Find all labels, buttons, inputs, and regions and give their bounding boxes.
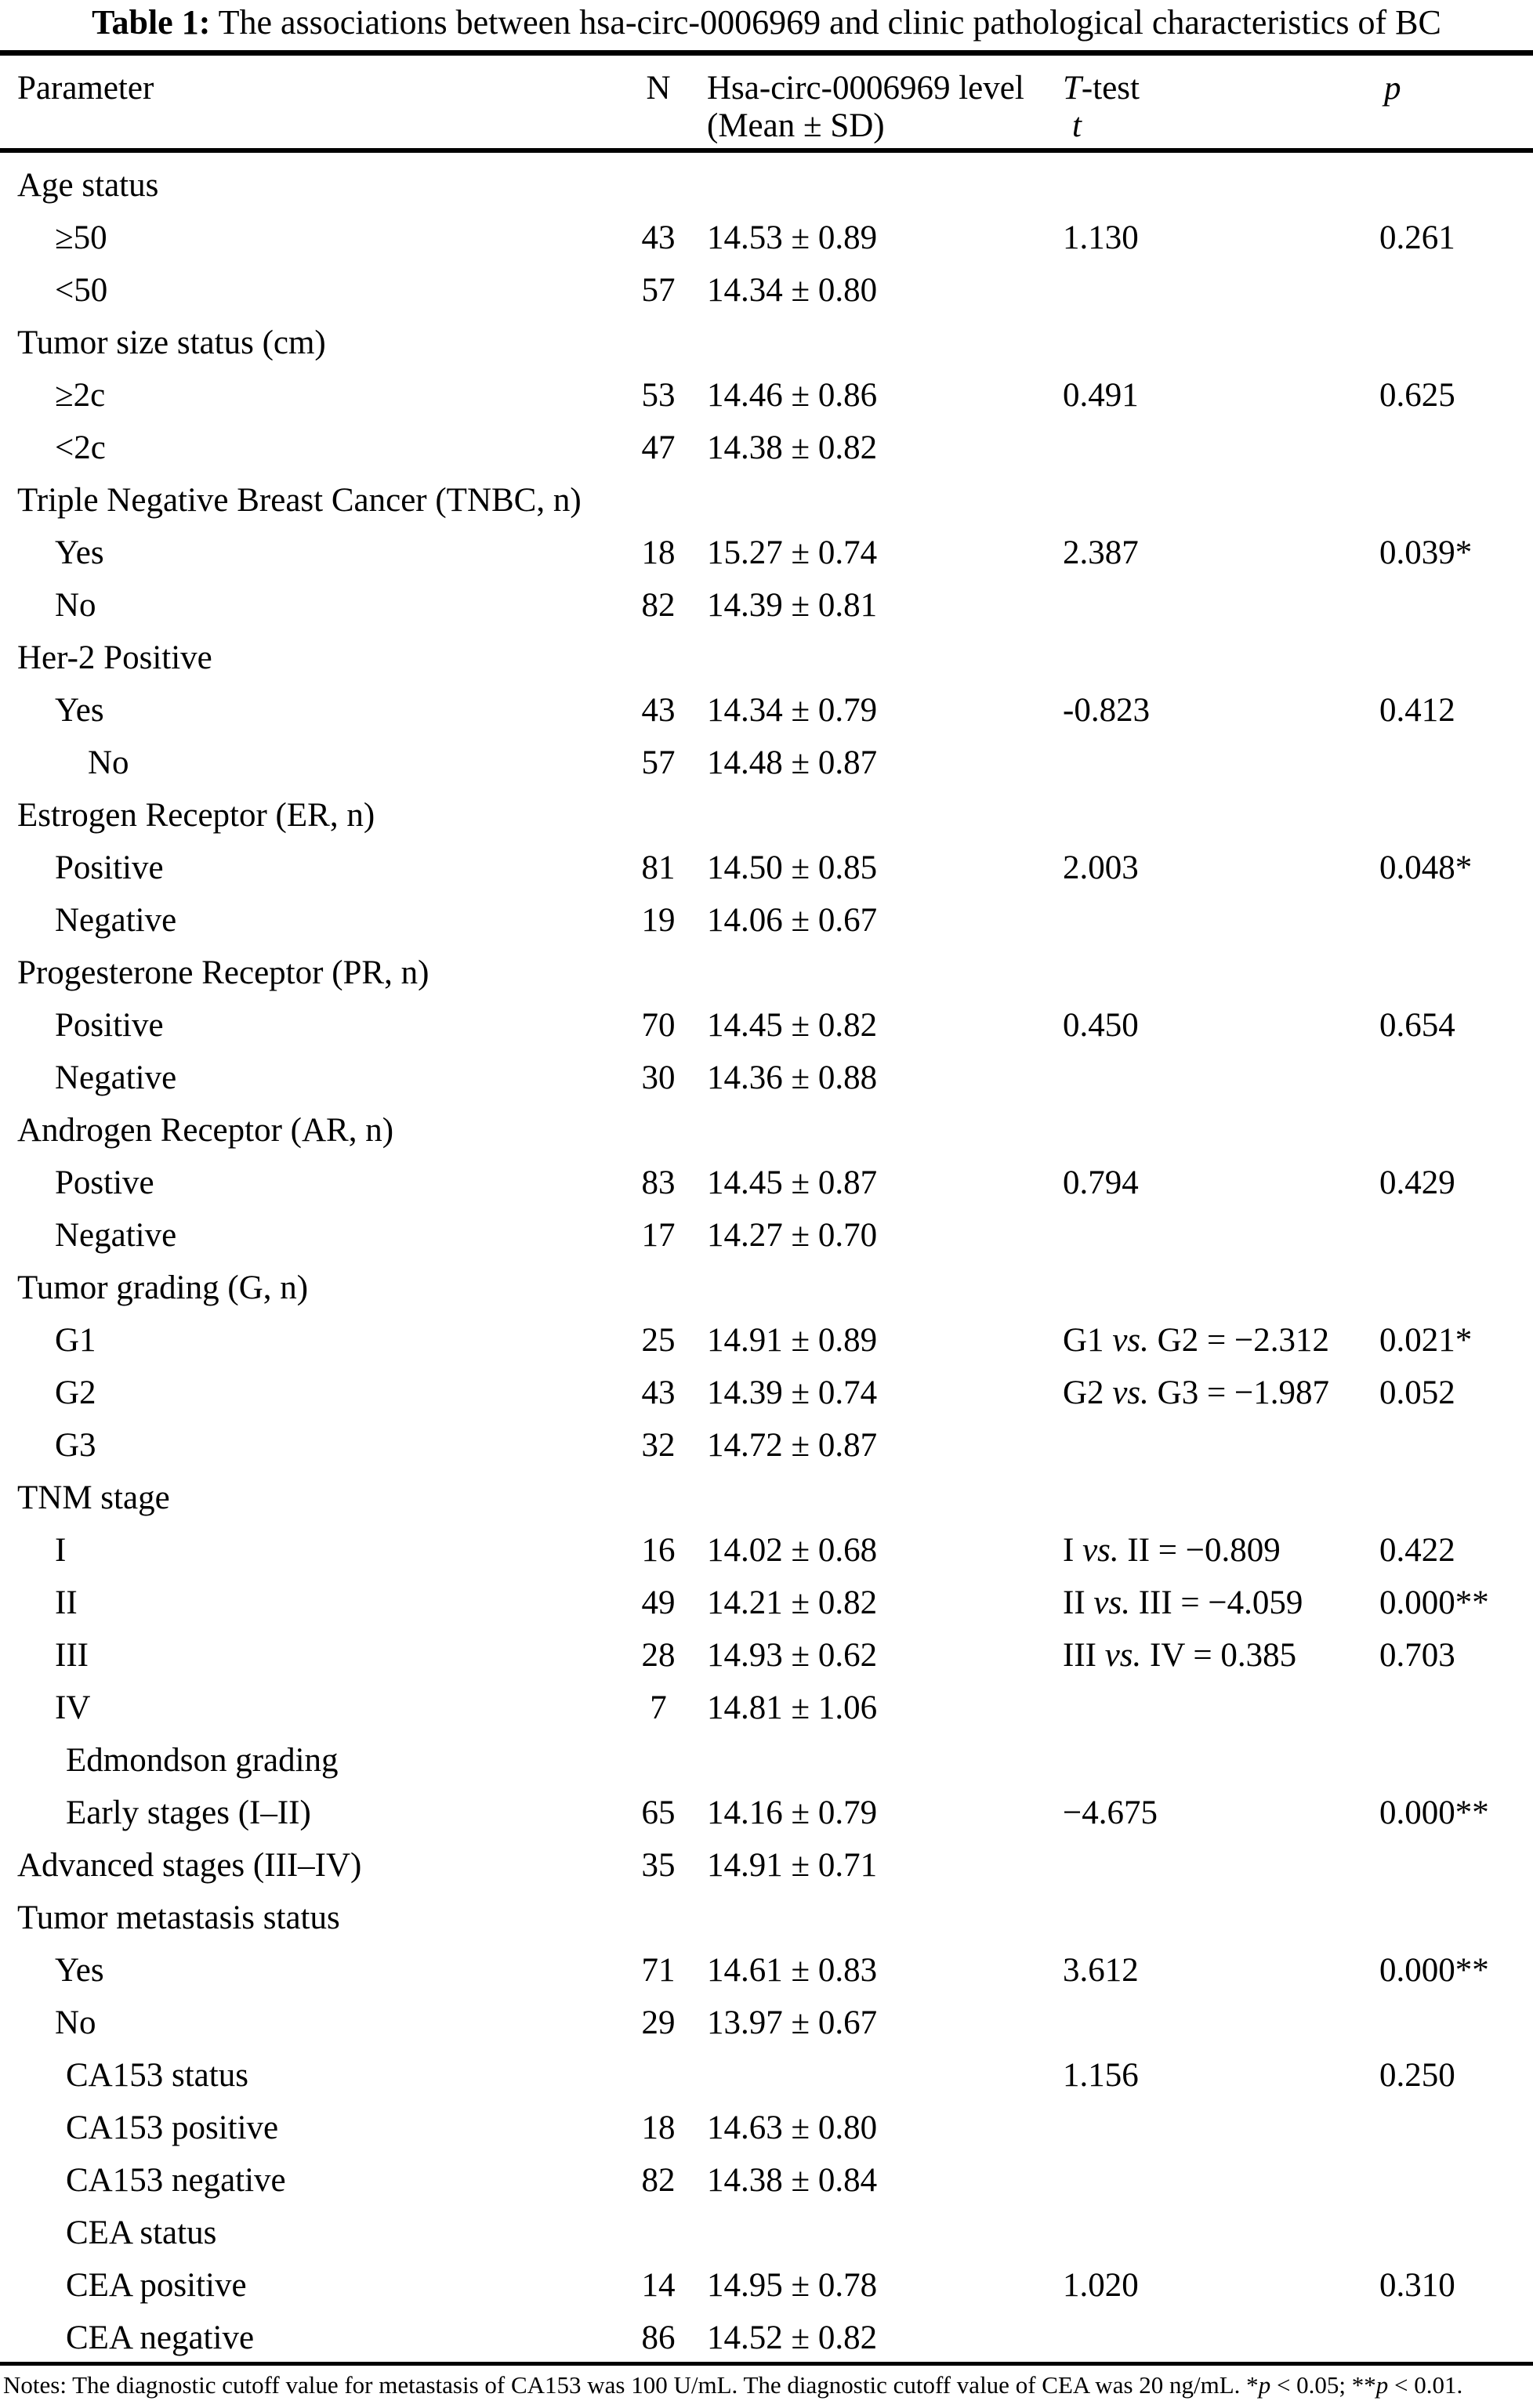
parameter-label: <2c	[55, 429, 106, 466]
table-row	[0, 737, 1533, 789]
level-value: 14.34 ± 0.79	[707, 692, 878, 729]
level-value: 14.45 ± 0.82	[707, 1007, 878, 1044]
table-row	[0, 369, 1533, 422]
parameter-label: II	[55, 1584, 78, 1621]
table-row	[0, 317, 1533, 369]
table-row	[0, 2207, 1533, 2259]
bottom-rule	[0, 2362, 1533, 2366]
column-header-level-line1: Hsa-circ-0006969 level	[707, 70, 1024, 107]
n-value: 29	[641, 2004, 676, 2041]
table-title-text: The associations between hsa-circ-0006969 and clinic pathological characteristics of BC	[210, 3, 1441, 42]
table-row	[0, 947, 1533, 999]
vs-italic: vs.	[1104, 1637, 1142, 1674]
n-value: 16	[641, 1532, 676, 1569]
table-row	[0, 1157, 1533, 1209]
t-value: 0.450	[1063, 1007, 1139, 1044]
notes-text: < 0.01.	[1388, 2371, 1463, 2399]
level-value: 14.21 ± 0.82	[707, 1584, 878, 1621]
table-row	[0, 1524, 1533, 1577]
parameter-label: Tumor grading (G, n)	[17, 1269, 309, 1306]
n-value: 82	[641, 587, 676, 624]
n-value: 18	[641, 2109, 676, 2146]
table-row	[0, 1787, 1533, 1839]
column-header-parameter: Parameter	[17, 70, 154, 107]
table-row	[0, 2049, 1533, 2102]
column-header-t-statistic: t	[1072, 107, 1082, 144]
level-value: 14.95 ± 0.78	[707, 2267, 878, 2304]
n-value: 14	[641, 2267, 676, 2304]
level-value: 14.81 ± 1.06	[707, 1689, 878, 1726]
t-value: 1.130	[1063, 219, 1139, 256]
n-value: 83	[641, 1164, 676, 1201]
p-value: 0.703	[1379, 1637, 1455, 1674]
t-value: −4.675	[1063, 1794, 1158, 1831]
parameter-label: Advanced stages (III–IV)	[17, 1847, 362, 1884]
table-row	[0, 212, 1533, 264]
t-value: 0.491	[1063, 377, 1139, 414]
table-row	[0, 1944, 1533, 1997]
n-value: 30	[641, 1059, 676, 1096]
table-row	[0, 632, 1533, 684]
header-rule	[0, 148, 1533, 153]
t-value: 1.156	[1063, 2057, 1139, 2094]
p-value: 0.052	[1379, 1374, 1455, 1411]
level-value: 14.38 ± 0.84	[707, 2162, 878, 2199]
parameter-label: CA153 status	[66, 2057, 248, 2094]
table-row	[0, 1682, 1533, 1734]
n-value: 17	[641, 1217, 676, 1254]
parameter-label: CEA negative	[66, 2319, 255, 2356]
n-value: 32	[641, 1427, 676, 1464]
level-value: 14.52 ± 0.82	[707, 2319, 878, 2356]
table-row	[0, 2102, 1533, 2154]
n-value: 25	[641, 1322, 676, 1359]
top-rule	[0, 50, 1533, 56]
table-row	[0, 527, 1533, 579]
level-value: 14.45 ± 0.87	[707, 1164, 878, 1201]
table-row	[0, 1997, 1533, 2049]
table-row	[0, 999, 1533, 1052]
t-value: G1 vs. G2 = −2.312	[1063, 1322, 1329, 1359]
p-value: 0.412	[1379, 692, 1455, 729]
parameter-label: Yes	[55, 692, 104, 729]
t-value: II vs. III = −4.059	[1063, 1584, 1303, 1621]
n-value: 81	[641, 849, 676, 886]
parameter-label: Age status	[17, 167, 159, 204]
column-header-p: p	[1384, 70, 1401, 107]
vs-italic: vs.	[1093, 1584, 1130, 1621]
table-row	[0, 1892, 1533, 1944]
p-value: 0.625	[1379, 377, 1455, 414]
p-value: 0.000**	[1379, 1952, 1489, 1989]
p-value: 0.654	[1379, 1007, 1455, 1044]
level-value: 14.38 ± 0.82	[707, 429, 878, 466]
parameter-label: ≥50	[55, 219, 107, 256]
parameter-label: Yes	[55, 534, 104, 571]
p-value: 0.429	[1379, 1164, 1455, 1201]
p-value: 0.021*	[1379, 1322, 1473, 1359]
parameter-label: CA153 positive	[66, 2109, 279, 2146]
parameter-label: III	[55, 1637, 89, 1674]
n-value: 18	[641, 534, 676, 571]
level-value: 14.39 ± 0.81	[707, 587, 878, 624]
notes-text: < 0.05; **	[1270, 2371, 1376, 2399]
table-row	[0, 2154, 1533, 2207]
table-row	[0, 474, 1533, 527]
table-row	[0, 1734, 1533, 1787]
table-row	[0, 1104, 1533, 1157]
level-value: 14.50 ± 0.85	[707, 849, 878, 886]
parameter-label: Negative	[55, 1217, 177, 1254]
n-value: 82	[641, 2162, 676, 2199]
table-row	[0, 1052, 1533, 1104]
table-row	[0, 789, 1533, 842]
parameter-label: IV	[55, 1689, 91, 1726]
n-value: 43	[641, 692, 676, 729]
t-value: 2.003	[1063, 849, 1139, 886]
parameter-label: <50	[55, 272, 108, 309]
vs-italic: vs.	[1112, 1374, 1149, 1411]
parameter-label: G1	[55, 1322, 96, 1359]
n-value: 49	[641, 1584, 676, 1621]
level-value: 14.48 ± 0.87	[707, 744, 878, 781]
parameter-label: Tumor metastasis status	[17, 1899, 340, 1936]
n-value: 7	[650, 1689, 667, 1726]
n-value: 57	[641, 272, 676, 309]
vs-italic: vs.	[1082, 1532, 1119, 1569]
table-row	[0, 1314, 1533, 1367]
n-value: 57	[641, 744, 676, 781]
table-body	[0, 159, 1533, 2364]
level-value: 14.36 ± 0.88	[707, 1059, 878, 1096]
t-value: I vs. II = −0.809	[1063, 1532, 1281, 1569]
table-row	[0, 1472, 1533, 1524]
table-row	[0, 579, 1533, 632]
table-row	[0, 842, 1533, 894]
table-row	[0, 1629, 1533, 1682]
table-row	[0, 1262, 1533, 1314]
parameter-label: Positive	[55, 1007, 164, 1044]
table-number-label: Table 1:	[92, 3, 211, 42]
n-value: 35	[641, 1847, 676, 1884]
parameter-label: No	[55, 587, 96, 624]
level-value: 14.34 ± 0.80	[707, 272, 878, 309]
table-row	[0, 1367, 1533, 1419]
level-value: 14.61 ± 0.83	[707, 1952, 878, 1989]
parameter-label: CEA status	[66, 2214, 217, 2251]
t-value: -0.823	[1063, 692, 1151, 729]
parameter-label: G2	[55, 1374, 96, 1411]
level-value: 14.72 ± 0.87	[707, 1427, 878, 1464]
parameter-label: Positive	[55, 849, 164, 886]
t-value: 0.794	[1063, 1164, 1139, 1201]
n-value: 47	[641, 429, 676, 466]
parameter-label: Estrogen Receptor (ER, n)	[17, 797, 375, 834]
table-title	[0, 2, 1533, 44]
t-value: 1.020	[1063, 2267, 1139, 2304]
t-value: 2.387	[1063, 534, 1139, 571]
notes-p-italic: p	[1258, 2371, 1271, 2399]
level-value: 14.02 ± 0.68	[707, 1532, 878, 1569]
ttest-rest: -test	[1081, 70, 1140, 107]
parameter-label: Triple Negative Breast Cancer (TNBC, n)	[17, 482, 582, 519]
t-value: III vs. IV = 0.385	[1063, 1637, 1297, 1674]
column-header-level-line2: (Mean ± SD)	[707, 107, 885, 144]
parameter-label: No	[55, 2004, 96, 2041]
parameter-label: G3	[55, 1427, 96, 1464]
n-value: 19	[641, 902, 676, 939]
level-value: 14.91 ± 0.71	[707, 1847, 878, 1884]
level-value: 14.93 ± 0.62	[707, 1637, 878, 1674]
level-value: 14.16 ± 0.79	[707, 1794, 878, 1831]
level-value: 14.27 ± 0.70	[707, 1217, 878, 1254]
t-value: G2 vs. G3 = −1.987	[1063, 1374, 1329, 1411]
n-value: 86	[641, 2319, 676, 2356]
parameter-label: Postive	[55, 1164, 154, 1201]
n-value: 43	[641, 1374, 676, 1411]
table-row	[0, 159, 1533, 212]
level-value: 14.53 ± 0.89	[707, 219, 878, 256]
notes-p-italic: p	[1375, 2371, 1389, 2399]
n-value: 70	[641, 1007, 676, 1044]
p-value: 0.310	[1379, 2267, 1455, 2304]
level-value: 14.46 ± 0.86	[707, 377, 878, 414]
p-value: 0.000**	[1379, 1794, 1489, 1831]
table-row	[0, 2259, 1533, 2312]
level-value: 14.91 ± 0.89	[707, 1322, 878, 1359]
table-row	[0, 1419, 1533, 1472]
table-row	[0, 2312, 1533, 2364]
p-value: 0.000**	[1379, 1584, 1489, 1621]
ttest-T-italic: T	[1063, 70, 1082, 107]
table-row	[0, 1839, 1533, 1892]
parameter-label: Progesterone Receptor (PR, n)	[17, 954, 429, 991]
level-value: 14.63 ± 0.80	[707, 2109, 878, 2146]
parameter-label: CA153 negative	[66, 2162, 286, 2199]
parameter-label: Yes	[55, 1952, 104, 1989]
t-value: 3.612	[1063, 1952, 1139, 1989]
parameter-label: Edmondson grading	[66, 1742, 339, 1779]
level-value: 14.06 ± 0.67	[707, 902, 878, 939]
table-row	[0, 684, 1533, 737]
notes-text: Notes: The diagnostic cutoff value for metastasis of CA153 was 100 U/mL. The diagnostic cutoff value of CEA was 20 ng/mL. *	[3, 2371, 1259, 2399]
table-notes	[3, 2368, 1531, 2403]
column-header-ttest	[1063, 69, 1140, 108]
n-value: 43	[641, 219, 676, 256]
n-value: 71	[641, 1952, 676, 1989]
level-value: 13.97 ± 0.67	[707, 2004, 878, 2041]
column-header-n: N	[646, 70, 671, 107]
p-value: 0.422	[1379, 1532, 1455, 1569]
parameter-label: CEA positive	[66, 2267, 247, 2304]
parameter-label: Early stages (I–II)	[66, 1794, 311, 1831]
parameter-label: Her-2 Positive	[17, 639, 212, 676]
parameter-label: Negative	[55, 1059, 177, 1096]
table-row	[0, 264, 1533, 317]
level-value: 15.27 ± 0.74	[707, 534, 878, 571]
p-value: 0.250	[1379, 2057, 1455, 2094]
table-row	[0, 422, 1533, 474]
n-value: 28	[641, 1637, 676, 1674]
n-value: 53	[641, 377, 676, 414]
p-value: 0.261	[1379, 219, 1455, 256]
p-value: 0.048*	[1379, 849, 1473, 886]
parameter-label: Tumor size status (cm)	[17, 324, 326, 361]
vs-italic: vs.	[1112, 1322, 1149, 1359]
parameter-label: Androgen Receptor (AR, n)	[17, 1112, 394, 1149]
level-value: 14.39 ± 0.74	[707, 1374, 878, 1411]
table-row	[0, 1577, 1533, 1629]
parameter-label: Negative	[55, 902, 177, 939]
table-row	[0, 1209, 1533, 1262]
table-row	[0, 894, 1533, 947]
parameter-label: I	[55, 1532, 67, 1569]
p-value: 0.039*	[1379, 534, 1473, 571]
parameter-label: No	[88, 744, 129, 781]
n-value: 65	[641, 1794, 676, 1831]
parameter-label: ≥2c	[55, 377, 106, 414]
parameter-label: TNM stage	[17, 1479, 170, 1516]
